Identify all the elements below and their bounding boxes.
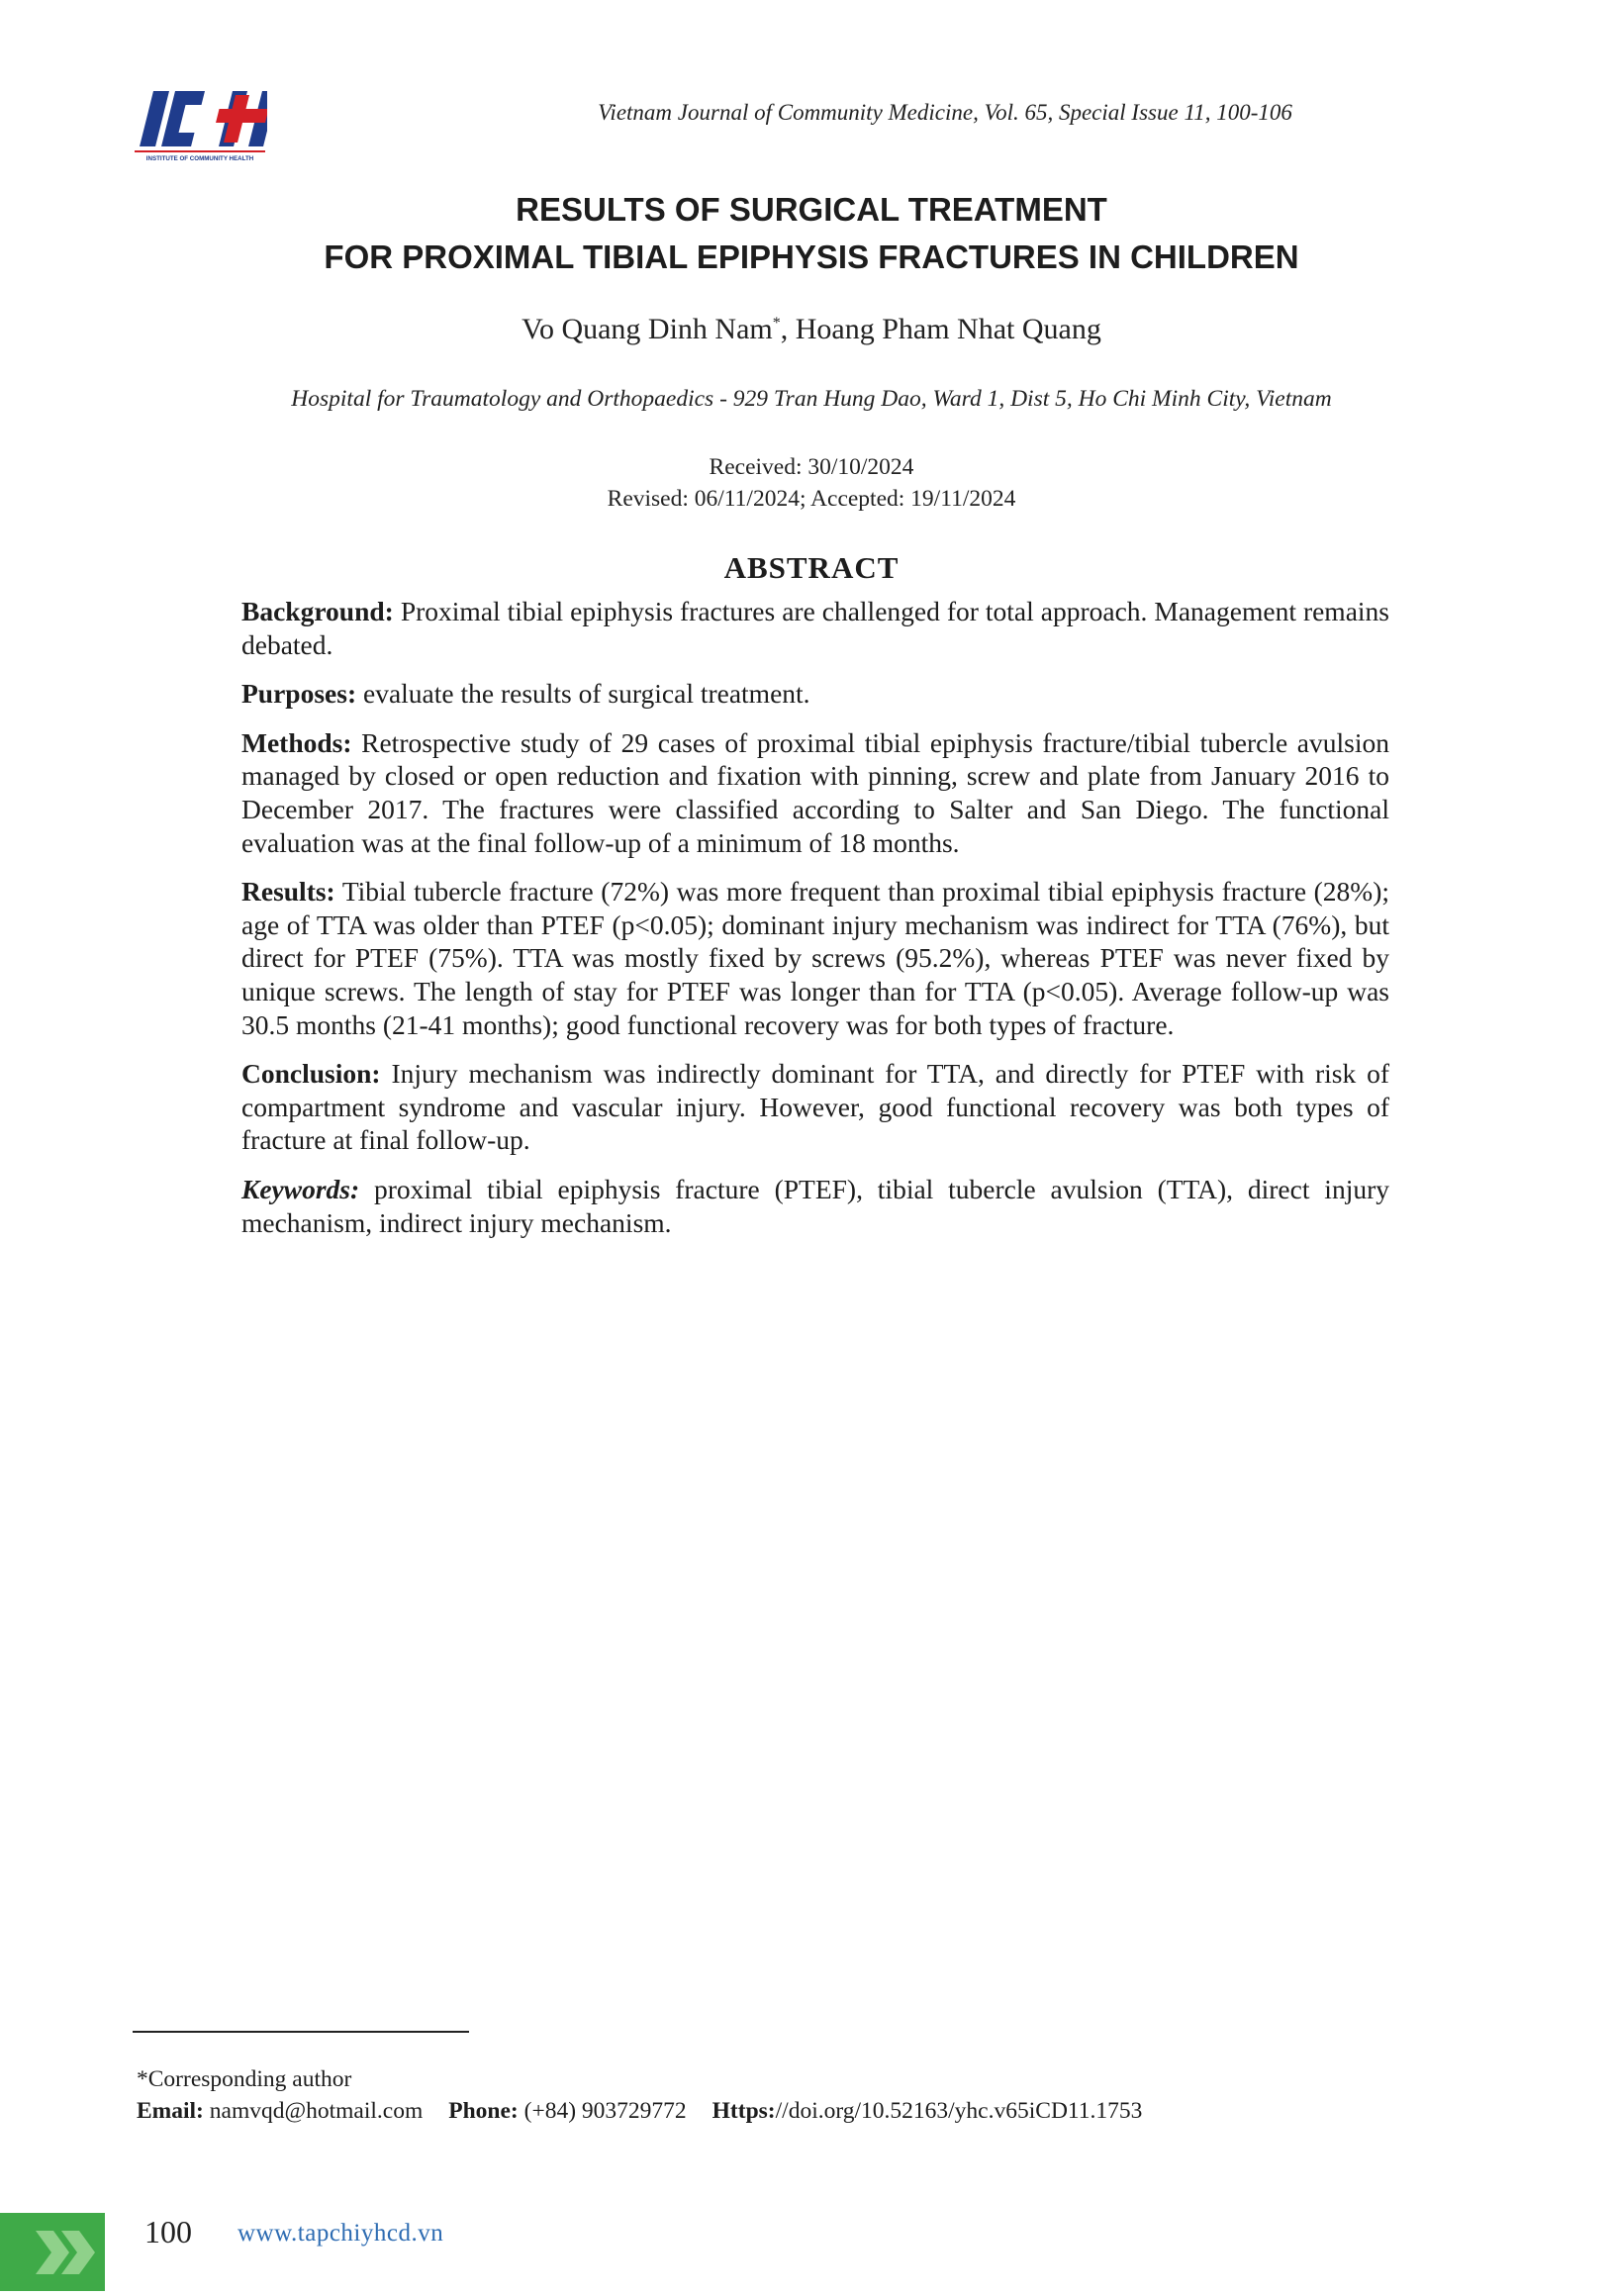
section-text: Retrospective study of 29 cases of proximal tibial epiphysis fracture/tibial tubercle avulsion managed by closed or open reduction and fixation with pinning, screw and plate from January 2016 to December 2017. The fractures were classified according to Salter and San Diego. The functional evaluation was at the final follow-up of a minimum of 18 months.	[241, 726, 1389, 858]
doi-label: Https:	[712, 2098, 776, 2124]
section-text: Proximal tibial epiphysis fractures are challenged for total approach. Management remains debated.	[241, 596, 1389, 660]
title-line-1: RESULTS OF SURGICAL TREATMENT	[516, 191, 1107, 228]
author-name: Vo Quang Dinh Nam	[522, 313, 773, 345]
journal-website-link[interactable]: www.tapchiyhcd.vn	[237, 2220, 444, 2247]
section-label: Methods:	[241, 726, 352, 758]
title-line-2: FOR PROXIMAL TIBIAL EPIPHYSIS FRACTURES IN CHILDREN	[324, 239, 1299, 275]
corresponding-author-note: *Corresponding author	[137, 2066, 352, 2092]
abstract-conclusion	[241, 1057, 1389, 1157]
section-text: proximal tibial epiphysis fracture (PTEF), tibial tubercle avulsion (TTA), direct injury mechanism, indirect injury mechanism.	[241, 1173, 1389, 1238]
doi-link[interactable]: //doi.org/10.52163/yhc.v65iCD11.1753	[775, 2098, 1143, 2124]
journal-citation: Vietnam Journal of Community Medicine, Vol. 65, Special Issue 11, 100-106	[598, 100, 1292, 125]
article-dates	[198, 451, 1425, 515]
phone-label: Phone:	[448, 2098, 519, 2124]
phone-number: (+84) 903729772	[518, 2098, 687, 2124]
page-number: 100	[144, 2214, 192, 2249]
abstract-heading: ABSTRACT	[723, 550, 900, 585]
double-chevron-icon	[0, 2213, 105, 2291]
section-text: Tibial tubercle fracture (72%) was more frequent than proximal tibial epiphysis fracture (28%); age of TTA was older than PTEF (p<0.05); dominant injury mechanism was indirect for TTA (76%), but direct for PTEF (75%). TTA was mostly fixed by screws (95.2%), whereas PTEF was never fixed by unique screws. The length of stay for PTEF was longer than for TTA (p<0.05). Average follow-up was 30.5 months (21-41 months); good functional recovery was for both types of fracture.	[241, 876, 1389, 1040]
abstract-background	[241, 595, 1389, 661]
received-date: Received: 30/10/2024	[709, 454, 914, 480]
contact-line	[137, 2095, 1522, 2127]
author-name: , Hoang Pham Nhat Quang	[780, 313, 1101, 345]
footnote	[137, 2063, 1522, 2127]
section-label: Results:	[241, 876, 335, 908]
section-label: Background:	[241, 596, 394, 626]
logo-text: INSTITUTE OF COMMUNITY HEALTH	[145, 155, 254, 162]
abstract-keywords	[241, 1173, 1389, 1239]
section-text: Injury mechanism was indirectly dominant for TTA, and directly for PTEF with risk of compartment syndrome and vascular injury. However, good functional recovery was both types of fracture at final follow-up.	[241, 1058, 1389, 1156]
abstract-purposes	[241, 677, 1389, 711]
author-list	[198, 313, 1425, 346]
section-label: Keywords:	[241, 1173, 360, 1204]
abstract-body	[241, 595, 1389, 1255]
email-label: Email:	[137, 2098, 204, 2124]
article-title	[198, 186, 1425, 281]
section-label: Purposes:	[241, 678, 357, 710]
section-label: Conclusion:	[241, 1058, 381, 1090]
section-text: evaluate the results of surgical treatment.	[356, 678, 810, 710]
email-address[interactable]: namvqd@hotmail.com	[203, 2098, 424, 2124]
revised-accepted-date: Revised: 06/11/2024; Accepted: 19/11/2024	[607, 486, 1016, 512]
affiliation: Hospital for Traumatology and Orthopaedics - 929 Tran Hung Dao, Ward 1, Dist 5, Ho Chi Minh City, Vietnam	[291, 386, 1332, 412]
footnote-divider	[133, 2031, 469, 2033]
abstract-methods	[241, 726, 1389, 859]
journal-logo	[133, 87, 267, 164]
abstract-results	[241, 875, 1389, 1041]
corresponding-mark: *	[772, 315, 781, 332]
footer-tab	[0, 2213, 105, 2291]
